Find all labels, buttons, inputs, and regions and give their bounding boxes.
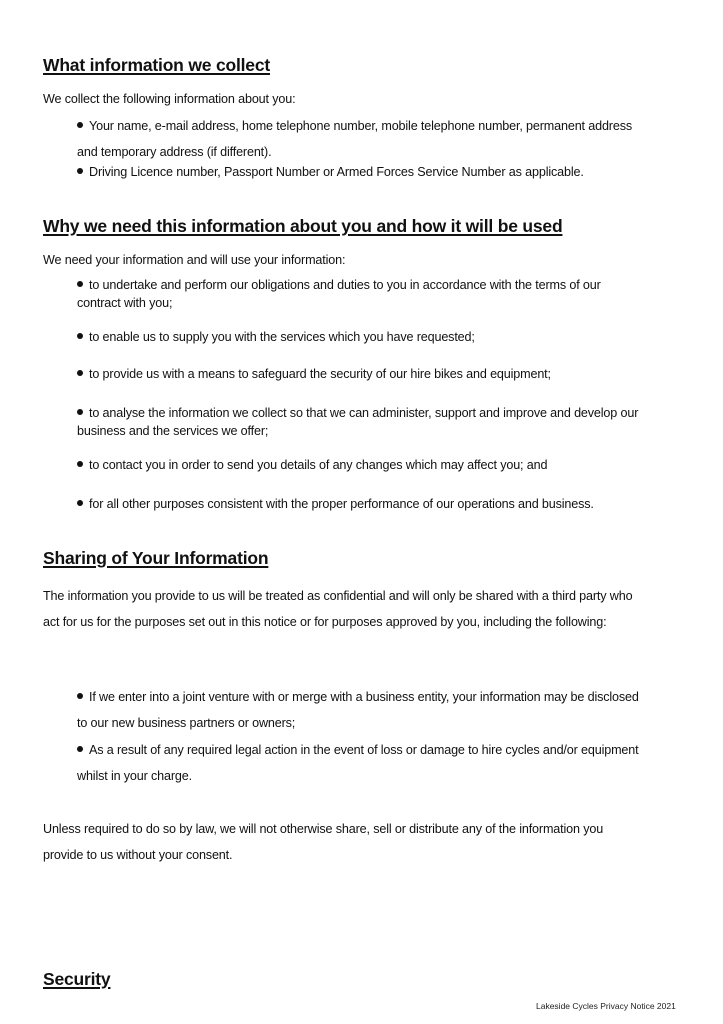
bullet-icon — [77, 370, 83, 376]
bullet-icon — [77, 693, 83, 699]
heading-sharing: Sharing of Your Information — [43, 548, 269, 568]
sharing-bullet: As a result of any required legal action in the event of loss or damage to hire cycles and/or equipment whilst in your charge. — [77, 743, 639, 783]
bullet-icon — [77, 500, 83, 506]
sharing-intro: The information you provide to us will be treated as confidential and will only be shared with a third party who act for us for the purposes set out in this notice or for purposes approved by you, including the following: — [43, 589, 633, 629]
bullet-icon — [77, 333, 83, 339]
bullet-icon — [77, 168, 83, 174]
heading-what-we-collect: What information we collect — [43, 55, 270, 75]
bullet-icon — [77, 461, 83, 467]
why-bullet: to provide us with a means to safeguard the security of our hire bikes and equipment; — [77, 367, 647, 381]
sharing-bullet: If we enter into a joint venture with or merge with a business entity, your information may be disclosed to our new business partners or owners; — [77, 690, 639, 730]
bullet-icon — [77, 409, 83, 415]
why-bullet: to undertake and perform our obligations and duties to you in accordance with the terms of our contract with you; — [77, 278, 601, 310]
why-bullet: to enable us to supply you with the services which you have requested; — [77, 330, 647, 344]
collect-intro: We collect the following information about you: — [43, 92, 296, 106]
bullet-icon — [77, 281, 83, 287]
collect-bullet: Your name, e-mail address, home telephone number, mobile telephone number, permanent address and temporary address (if different). — [77, 119, 632, 159]
heading-why-we-need: Why we need this information about you and how it will be used — [43, 216, 563, 236]
why-bullet: to analyse the information we collect so that we can administer, support and improve and develop our business and the services we offer; — [77, 406, 639, 438]
bullet-icon — [77, 122, 83, 128]
why-bullet: for all other purposes consistent with the proper performance of our operations and business. — [77, 495, 647, 513]
heading-security: Security — [43, 969, 111, 989]
sharing-closing: Unless required to do so by law, we will not otherwise share, sell or distribute any of the information you provide to us without your consent. — [43, 822, 604, 862]
why-intro: We need your information and will use your information: — [43, 253, 346, 267]
collect-bullet: Driving Licence number, Passport Number or Armed Forces Service Number as applicable. — [77, 165, 647, 179]
bullet-icon — [77, 746, 83, 752]
why-bullet: to contact you in order to send you details of any changes which may affect you; and — [77, 458, 647, 472]
page-footer: Lakeside Cycles Privacy Notice 2021 — [536, 1001, 676, 1011]
